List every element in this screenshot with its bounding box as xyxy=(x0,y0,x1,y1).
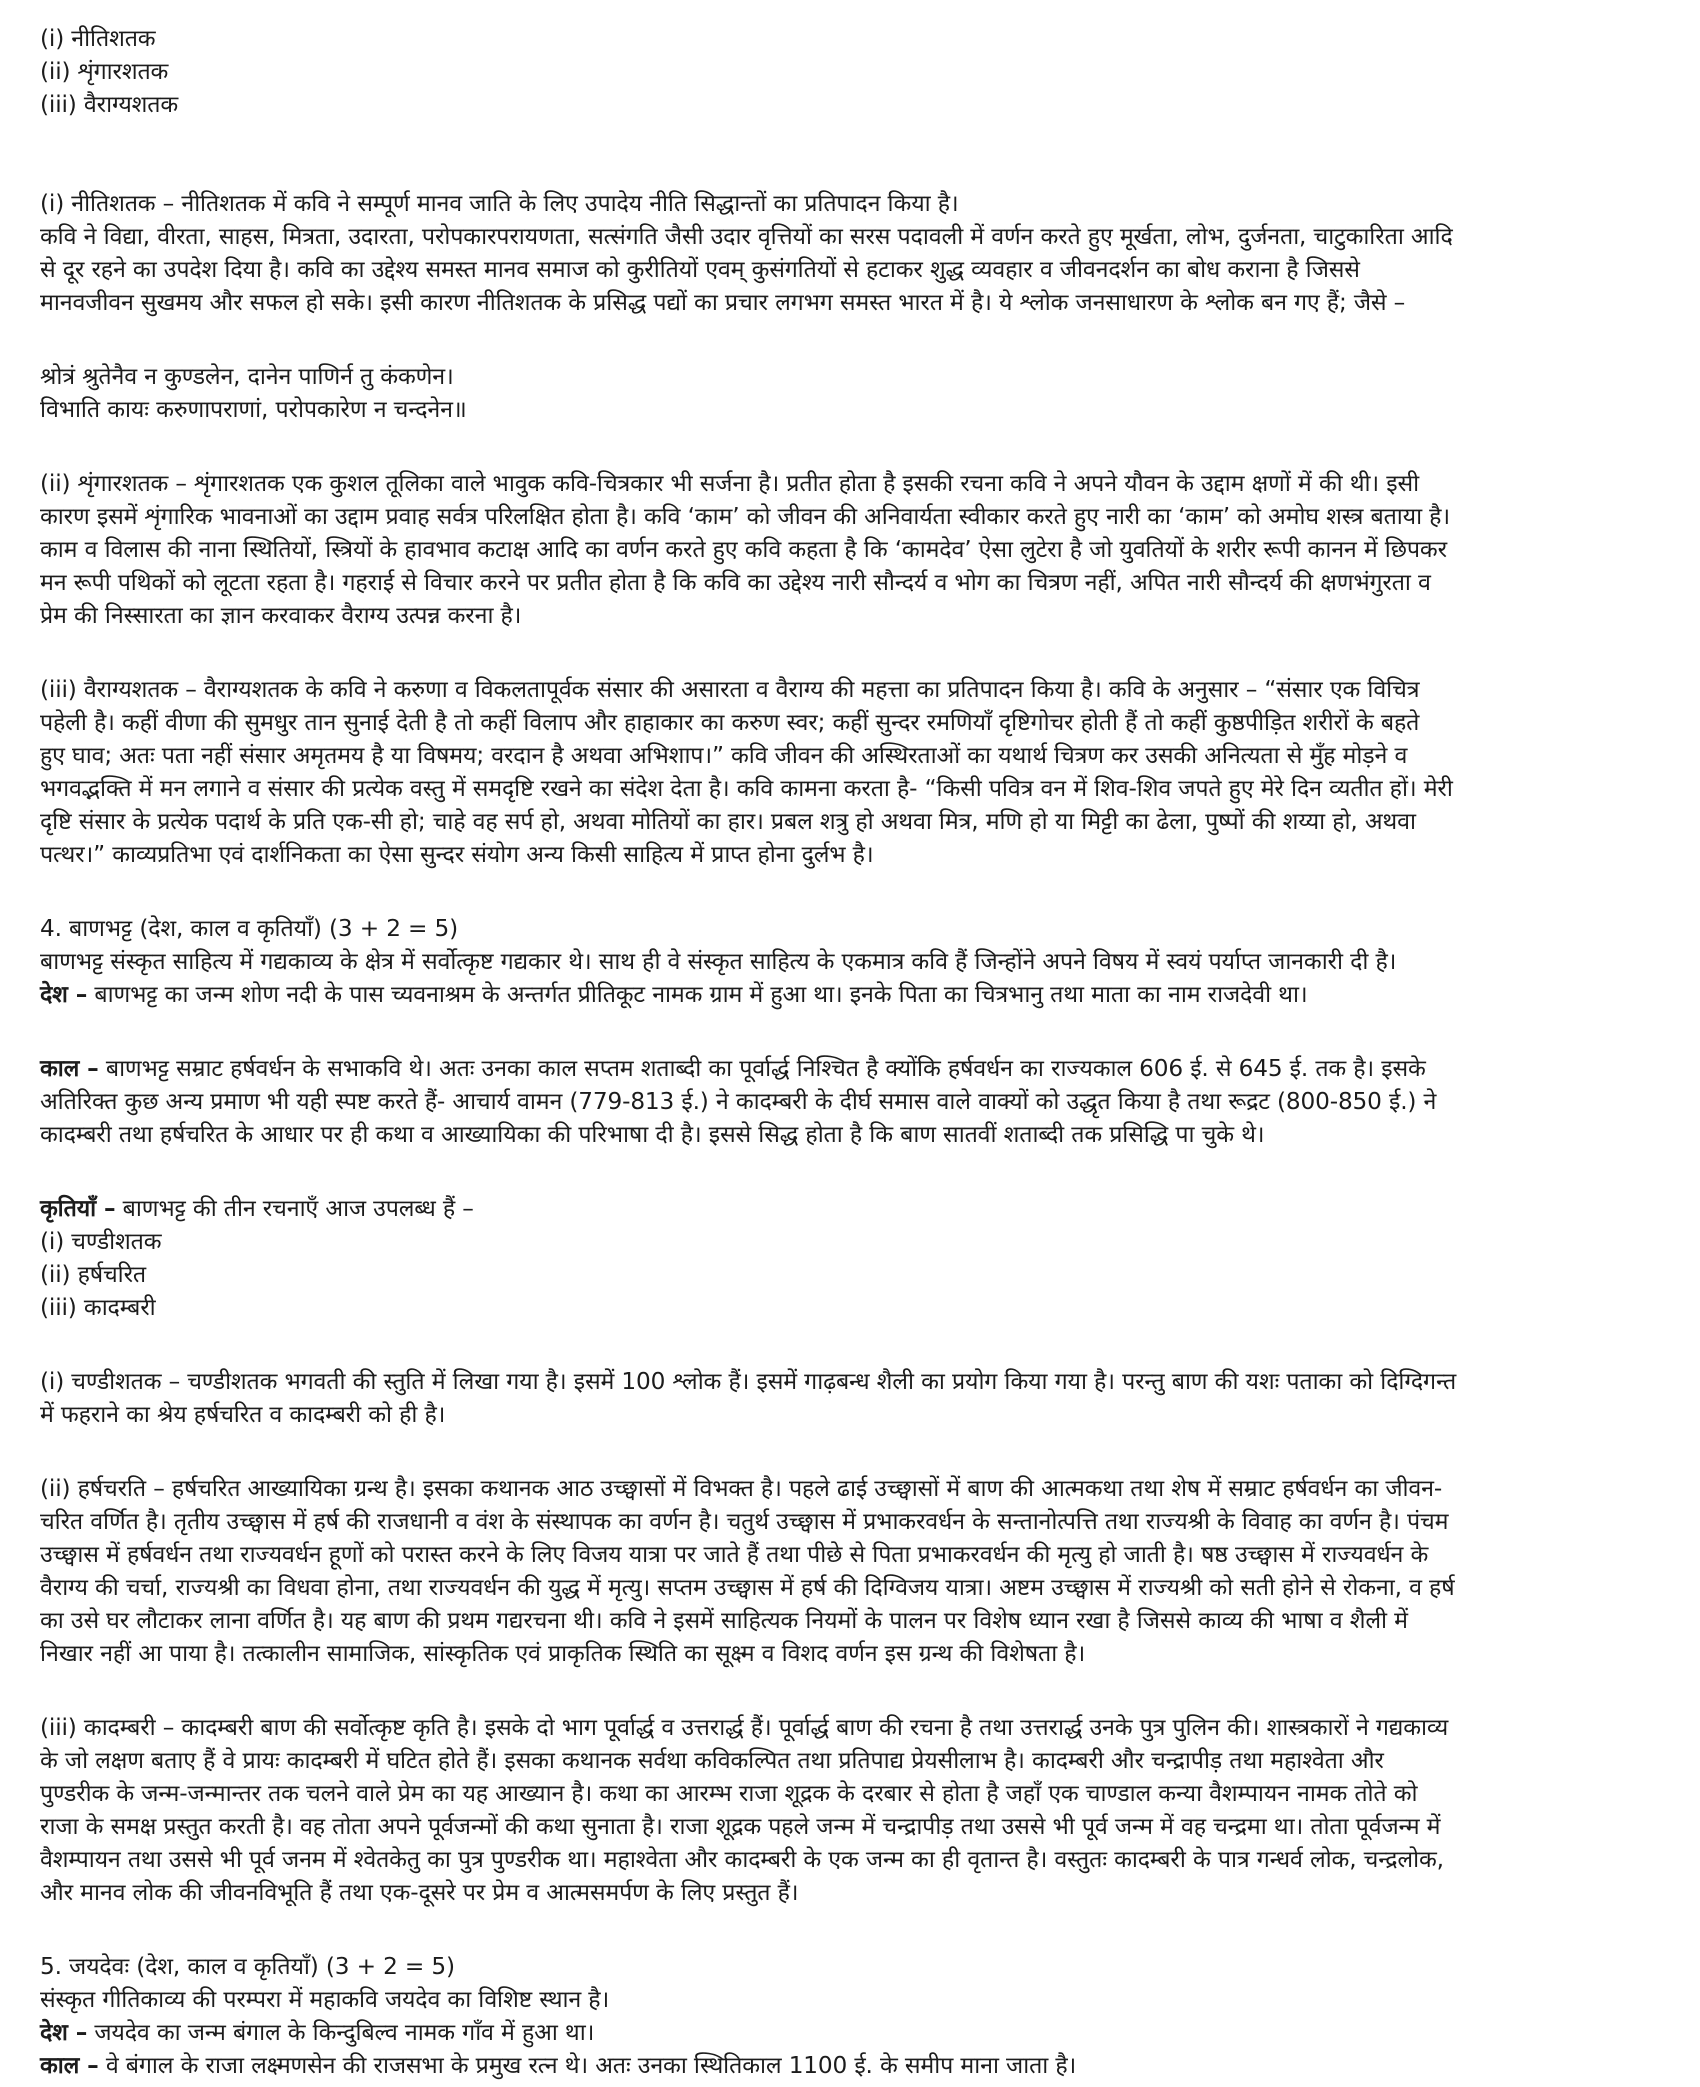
kaal-paragraph xyxy=(40,1052,1665,1151)
paragraph-nitishatak xyxy=(40,187,1665,319)
text-line: मन रूपी पथिकों को लूटता रहता है। गहराई से विचार करने पर प्रतीत होता है कि कवि का उद्देश्य नारी सौन्दर्य व भोग का चित्रण नहीं, अपित नारी सौन्दर्य की क्षणभंगुरता व xyxy=(40,569,1431,596)
kritiyan-line xyxy=(40,1192,1665,1225)
kaal-label: काल – xyxy=(40,2052,99,2079)
text-line: और मानव लोक की जीवनविभूति हैं तथा एक-दूसरे पर प्रेम व आत्मसमर्पण के लिए प्रस्तुत हैं। xyxy=(40,1879,799,1906)
list-item: (i) चण्डीशतक xyxy=(40,1228,162,1255)
text-line: हुए घाव; अतः पता नहीं संसार अमृतमय है या विषमय; वरदान है अथवा अभिशाप।” कवि जीवन की अस्थिरताओं का यथार्थ चित्रण कर उसकी अनित्यता से मुँह मोड़ने व xyxy=(40,742,1408,769)
text-line: (iii) कादम्बरी – कादम्बरी बाण की सर्वोत्कृष्ट कृति है। इसके दो भाग पूर्वार्द्ध व उत्तरार्द्ध हैं। पूर्वार्द्ध बाण की रचना है तथा उत्तरार्द्ध उनके पुत्र पुलिन की। शास्त्रकारों ने गद्यकाव्य xyxy=(40,1714,1449,1741)
shloka-line: विभाति कायः करुणापराणां, परोपकारेण न चन्दनेन॥ xyxy=(40,396,467,423)
text-line: में फहराने का श्रेय हर्षचरित व कादम्बरी को ही है। xyxy=(40,1401,446,1428)
section-jayadeva xyxy=(40,1950,1665,2082)
kritiyan-block xyxy=(40,1192,1665,1324)
paragraph-chandishatak xyxy=(40,1365,1665,1431)
text-line: भगवद्भक्ति में मन लगाने व संसार की प्रत्येक वस्तु में समदृष्टि रखने का संदेश देता है। कवि कामना करता है- “किसी पवित्र वन में शिव-शिव जपते हुए मेरे दिन व्यतीत हों। मेरी xyxy=(40,775,1453,802)
section-banabhatta xyxy=(40,912,1665,1909)
shloka xyxy=(40,360,1665,426)
paragraph-shringarshatak xyxy=(40,467,1665,632)
text-line: से दूर रहने का उपदेश दिया है। कवि का उद्देश्य समस्त मानव समाज को कुरीतियों एवम् कुसंगतियों से हटाकर शुद्ध व्यवहार व जीवनदर्शन का बोध कराना है जिससे xyxy=(40,256,1360,283)
works-list xyxy=(40,22,1665,121)
paragraph-vairagyashatak xyxy=(40,673,1665,871)
text-line: काम व विलास की नाना स्थितियों, स्त्रियों के हावभाव कटाक्ष आदि का वर्णन करते हुए कवि कहता है कि ‘कामदेव’ ऐसा लुटेरा है जो युवतियों के शरीर रूपी कानन में छिपकर xyxy=(40,536,1447,563)
text-line: निखार नहीं आ पाया है। तत्कालीन सामाजिक, सांस्कृतिक एवं प्राकृतिक स्थिति का सूक्ष्म व विशद वर्णन इस ग्रन्थ की विशेषता है। xyxy=(40,1640,1086,1667)
text-line: कारण इसमें शृंगारिक भावनाओं का उद्दाम प्रवाह सर्वत्र परिलक्षित होता है। कवि ‘काम’ को जीवन की अनिवार्यता स्वीकार करते हुए नारी का ‘काम’ को अमोघ शस्त्र बताया है। xyxy=(40,503,1450,530)
list-item: (i) नीतिशतक xyxy=(40,25,156,52)
text-line: वैशम्पायन तथा उससे भी पूर्व जनम में श्वेतकेतु का पुत्र पुण्डरीक था। महाश्वेता और कादम्बरी के एक जन्म का ही वृतान्त है। वस्तुतः कादम्बरी के पात्र गन्धर्व लोक, चन्द्रलोक, xyxy=(40,1846,1444,1873)
paragraph-harshacharit xyxy=(40,1472,1665,1670)
text-line: के जो लक्षण बताए हैं वे प्रायः कादम्बरी में घटित होते हैं। इसका कथानक सर्वथा कविकल्पित तथा प्रतिपाद्य प्रेयसीलाभ है। कादम्बरी और चन्द्रापीड़ तथा महाश्वेता और xyxy=(40,1747,1384,1774)
desh-label: देश – xyxy=(40,2019,88,2046)
text-line: उच्छ्वास में हर्षवर्धन तथा राज्यवर्धन हूणों को परास्त करने के लिए विजय यात्रा पर जाते हैं तथा पीछे से पिता प्रभाकरवर्धन की मृत्यु हो जाती है। षष्ठ उच्छ्वास में राज्यवर्धन के xyxy=(40,1541,1429,1568)
text-line: वैराग्य की चर्चा, राज्यश्री का विधवा होना, तथा राज्यवर्धन की युद्ध में मृत्यु। सप्तम उच्छ्वास में हर्ष की दिग्विजय यात्रा। अष्टम उच्छ्वास में राज्यश्री को सती होने से रोकना, व हर्ष xyxy=(40,1574,1455,1601)
kaal-line xyxy=(40,2049,1665,2082)
desh-line xyxy=(40,2016,1665,2049)
section-heading: 5. जयदेवः (देश, काल व कृतियाँ) (3 + 2 = 5) xyxy=(40,1953,455,1980)
text-line: मानवजीवन सुखमय और सफल हो सके। इसी कारण नीतिशतक के प्रसिद्ध पद्यों का प्रचार लगभग समस्त भारत में है। ये श्लोक जनसाधारण के श्लोक बन गए हैं; जैसे – xyxy=(40,289,1406,316)
text-line: पुण्डरीक के जन्म-जन्मान्तर तक चलने वाले प्रेम का यह आख्यान है। कथा का आरम्भ राजा शूद्रक के दरबार से होता है जहाँ एक चाण्डाल कन्या वैशम्पायन नामक तोते को xyxy=(40,1780,1418,1807)
desh-text: जयदेव का जन्म बंगाल के किन्दुबिल्व नामक गाँव में हुआ था। xyxy=(87,2019,595,2046)
paragraph-kadambari xyxy=(40,1711,1665,1909)
desh-text: बाणभट्ट का जन्म शोण नदी के पास च्यवनाश्रम के अन्तर्गत प्रीतिकूट नामक ग्राम में हुआ था। इनके पिता का चित्रभानु तथा माता का नाम राजदेवी था। xyxy=(87,981,1308,1008)
shloka-line: श्रोत्रं श्रुतेनैव न कुण्डलेन, दानेन पाणिर्न तु कंकणेन। xyxy=(40,363,454,390)
kaal-text: बाणभट्ट सम्राट हर्षवर्धन के सभाकवि थे। अतः उनका काल सप्तम शताब्दी का पूर्वार्द्ध निश्चित है क्योंकि हर्षवर्धन का राज्यकाल 606 ई. से 645 ई. तक है। इसके xyxy=(98,1055,1426,1082)
text-line: दृष्टि संसार के प्रत्येक पदार्थ के प्रति एक-सी हो; चाहे वह सर्प हो, अथवा मोतियों का हार। प्रबल शत्रु हो अथवा मित्र, मणि हो या मिट्टी का ढेला, पुष्पों की शय्या हो, अथवा xyxy=(40,808,1416,835)
list-item: (ii) शृंगारशतक xyxy=(40,58,169,85)
kritiyan-label: कृतियाँ – xyxy=(40,1195,116,1222)
text-line: का उसे घर लौटाकर लाना वर्णित है। यह बाण की प्रथम गद्यरचना थी। कवि ने इसमें साहित्यक नियमों के पालन पर विशेष ध्यान रखा है जिससे काव्य की भाषा व शैली में xyxy=(40,1607,1408,1634)
kaal-text: वे बंगाल के राजा लक्ष्मणसेन की राजसभा के प्रमुख रत्न थे। अतः उनका स्थितिकाल 1100 ई. के समीप माना जाता है। xyxy=(98,2052,1077,2079)
intro-line: बाणभट्ट संस्कृत साहित्य में गद्यकाव्य के क्षेत्र में सर्वोत्कृष्ट गद्यकार थे। साथ ही वे संस्कृत साहित्य के एकमात्र कवि हैं जिन्होंने अपने विषय में स्वयं पर्याप्त जानकारी दी है। xyxy=(40,948,1397,975)
text-line: (i) नीतिशतक – नीतिशतक में कवि ने सम्पूर्ण मानव जाति के लिए उपादेय नीति सिद्धान्तों का प्रतिपादन किया है। xyxy=(40,190,959,217)
text-line: (ii) शृंगारशतक – शृंगारशतक एक कुशल तूलिका वाले भावुक कवि-चित्रकार भी सर्जना है। प्रतीत होता है इसकी रचना कवि ने अपने यौवन के उद्दाम क्षणों में की थी। इसी xyxy=(40,470,1420,497)
kaal-label: काल – xyxy=(40,1055,99,1082)
text-line: प्रेम की निस्सारता का ज्ञान करवाकर वैराग्य उत्पन्न करना है। xyxy=(40,602,522,629)
list-item: (iii) कादम्बरी xyxy=(40,1294,156,1321)
text-line: कादम्बरी तथा हर्षचरित के आधार पर ही कथा व आख्यायिका की परिभाषा दी है। इससे सिद्ध होता है कि बाण सातवीं शताब्दी तक प्रसिद्धि पा चुके थे। xyxy=(40,1121,1265,1148)
text-line: चरित वर्णित है। तृतीय उच्छ्वास में हर्ष की राजधानी व वंश के संस्थापक का वर्णन है। चतुर्थ उच्छ्वास में प्रभाकरवर्धन के सन्तानोत्पत्ति तथा राज्यश्री के विवाह का वर्णन है। पंचम xyxy=(40,1508,1449,1535)
text-line: (iii) वैराग्यशतक – वैराग्यशतक के कवि ने करुणा व विकलतापूर्वक संसार की असारता व वैराग्य की महत्ता का प्रतिपादन किया है। कवि के अनुसार – “संसार एक विचित्र xyxy=(40,676,1420,703)
text-line: राजा के समक्ष प्रस्तुत करती है। वह तोता अपने पूर्वजन्मों की कथा सुनाता है। राजा शूद्रक पहले जन्म में चन्द्रापीड़ तथा उससे भी पूर्व जन्म में वह चन्द्रमा था। तोता पूर्वजन्म में xyxy=(40,1813,1441,1840)
desh-label: देश – xyxy=(40,981,88,1008)
kaal-line xyxy=(40,1052,1665,1085)
section-heading: 4. बाणभट्ट (देश, काल व कृतियाँ) (3 + 2 = 5) xyxy=(40,915,459,942)
text-line: पहेली है। कहीं वीणा की सुमधुर तान सुनाई देती है तो कहीं विलाप और हाहाकार का करुण स्वर; कहीं सुन्दर रमणियाँ दृष्टिगोचर होती हैं तो कहीं कुष्ठपीड़ित शरीरों के बहते xyxy=(40,709,1420,736)
list-item: (ii) हर्षचरित xyxy=(40,1261,146,1288)
kritiyan-text: बाणभट्ट की तीन रचनाएँ आज उपलब्ध हैं – xyxy=(115,1195,474,1222)
text-line: (ii) हर्षचरति – हर्षचरित आख्यायिका ग्रन्थ है। इसका कथानक आठ उच्छ्वासों में विभक्त है। पहले ढाई उच्छ्वासों में बाण की आत्मकथा तथा शेष में सम्राट हर्षवर्धन का जीवन- xyxy=(40,1475,1443,1502)
intro-line: संस्कृत गीतिकाव्य की परम्परा में महाकवि जयदेव का विशिष्ट स्थान है। xyxy=(40,1986,610,2013)
text-line: अतिरिक्त कुछ अन्य प्रमाण भी यही स्पष्ट करते हैं- आचार्य वामन (779-813 ई.) ने कादम्बरी के दीर्घ समास वाले वाक्यों को उद्धृत किया है तथा रूद्रट (800-850 ई.) ने xyxy=(40,1088,1437,1115)
text-line: पत्थर।” काव्यप्रतिभा एवं दार्शनिकता का ऐसा सुन्दर संयोग अन्य किसी साहित्य में प्राप्त होना दुर्लभ है। xyxy=(40,841,874,868)
document-page xyxy=(40,22,1665,2082)
text-line: (i) चण्डीशतक – चण्डीशतक भगवती की स्तुति में लिखा गया है। इसमें 100 श्लोक हैं। इसमें गाढ़बन्ध शैली का प्रयोग किया गया है। परन्तु बाण की यशः पताका को दिग्दिगन्त xyxy=(40,1368,1457,1395)
text-line: कवि ने विद्या, वीरता, साहस, मित्रता, उदारता, परोपकारपरायणता, सत्संगति जैसी उदार वृत्तियों का सरस पदावली में वर्णन करते हुए मूर्खता, लोभ, दुर्जनता, चाटुकारिता आदि xyxy=(40,223,1453,250)
list-item: (iii) वैराग्यशतक xyxy=(40,91,178,118)
desh-line xyxy=(40,978,1665,1011)
